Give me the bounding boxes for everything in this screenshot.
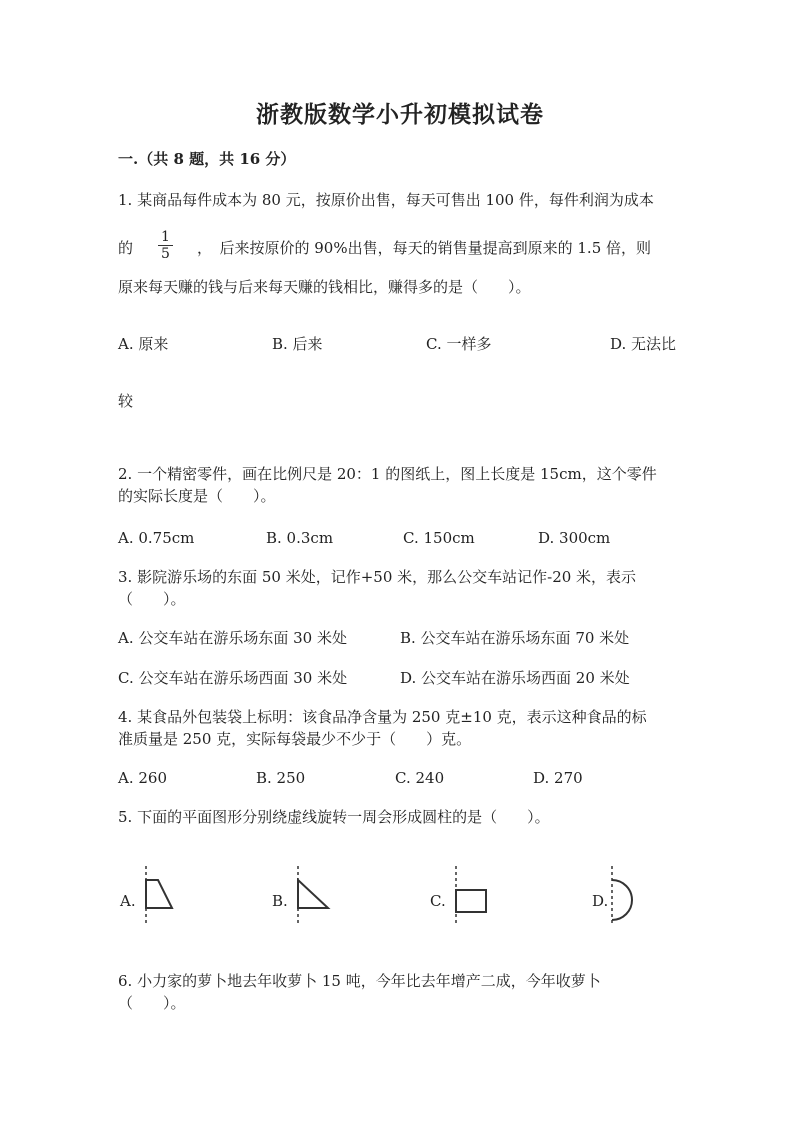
q3-option-b[interactable]: B. 公交车站在游乐场东面 70 米处 bbox=[400, 629, 630, 647]
q1-fraction-numerator: 1 bbox=[158, 229, 173, 246]
q3-option-a[interactable]: A. 公交车站在游乐场东面 30 米处 bbox=[118, 629, 347, 647]
q5-option-d[interactable]: D. bbox=[592, 892, 609, 910]
q1-option-c[interactable]: C. 一样多 bbox=[426, 335, 492, 353]
q2-option-b[interactable]: B. 0.3cm bbox=[266, 529, 334, 547]
q3-option-c[interactable]: C. 公交车站在游乐场西面 30 米处 bbox=[118, 669, 348, 687]
q4-option-b[interactable]: B. 250 bbox=[256, 769, 306, 787]
q4-option-c[interactable]: C. 240 bbox=[395, 769, 445, 787]
q1-option-a[interactable]: A. 原来 bbox=[118, 335, 169, 353]
q5-option-b[interactable]: B. bbox=[272, 892, 288, 910]
q1-fraction-denominator: 5 bbox=[161, 246, 170, 262]
q2-option-a[interactable]: A. 0.75cm bbox=[118, 529, 195, 547]
q1-line-1: 1. 某商品每件成本为 80 元，按原价出售，每天可售出 100 件，每件利润为成本 bbox=[118, 191, 654, 209]
q5-option-a[interactable]: A. bbox=[120, 892, 136, 910]
q3-line-1: 3. 影院游乐场的东面 50 米处，记作+50 米，那么公交车站记作-20 米，表示 bbox=[118, 568, 637, 586]
q2-line-2: 的实际长度是（ ）。 bbox=[118, 487, 276, 505]
q4-line-1: 4. 某食品外包装袋上标明：该食品净含量为 250 克±10 克，表示这种食品的标 bbox=[118, 708, 647, 726]
q2-option-c[interactable]: C. 150cm bbox=[403, 529, 475, 547]
q1-line-3: 原来每天赚的钱与后来每天赚的钱相比，赚得多的是（ ）。 bbox=[118, 278, 531, 296]
q2-line-1: 2. 一个精密零件，画在比例尺是 20：1 的图纸上，图上长度是 15cm，这个零件 bbox=[118, 465, 657, 483]
q5-line-1: 5. 下面的平面图形分别绕虚线旋转一周会形成圆柱的是（ ）。 bbox=[118, 808, 550, 826]
q3-line-2: （ ）。 bbox=[118, 590, 186, 608]
q5-figure-a-trapezoid bbox=[140, 866, 180, 926]
q5-figure-d-semicircle bbox=[606, 866, 646, 926]
q1-pre-fraction: 的 bbox=[118, 239, 134, 257]
page-title: 浙教版数学小升初模拟试卷 bbox=[256, 101, 544, 128]
q4-option-d[interactable]: D. 270 bbox=[533, 769, 583, 787]
q2-option-d[interactable]: D. 300cm bbox=[538, 529, 611, 547]
q5-figure-b-triangle bbox=[292, 866, 337, 926]
q5-option-c[interactable]: C. bbox=[430, 892, 446, 910]
q4-option-a[interactable]: A. 260 bbox=[118, 769, 167, 787]
q6-line-2: （ ）。 bbox=[118, 994, 186, 1012]
q1-post-fraction: ， 后来按原价的 90%出售，每天的销售量提高到原来的 1.5 倍，则 bbox=[197, 239, 652, 257]
q1-option-b[interactable]: B. 后来 bbox=[272, 335, 323, 353]
q4-line-2: 准质量是 250 克，实际每袋最少不少于（ ）克。 bbox=[118, 730, 472, 748]
q1-fraction bbox=[158, 229, 173, 262]
q5-figure-c-rectangle bbox=[450, 866, 495, 926]
q1-option-d[interactable]: D. 无法比 bbox=[610, 335, 677, 353]
q3-option-d[interactable]: D. 公交车站在游乐场西面 20 米处 bbox=[400, 669, 630, 687]
q1-option-d-wrap: 较 bbox=[118, 392, 134, 410]
q6-line-1: 6. 小力家的萝卜地去年收萝卜 15 吨，今年比去年增产二成，今年收萝卜 bbox=[118, 972, 601, 990]
section-heading: 一.（共 8 题，共 16 分） bbox=[118, 150, 296, 168]
